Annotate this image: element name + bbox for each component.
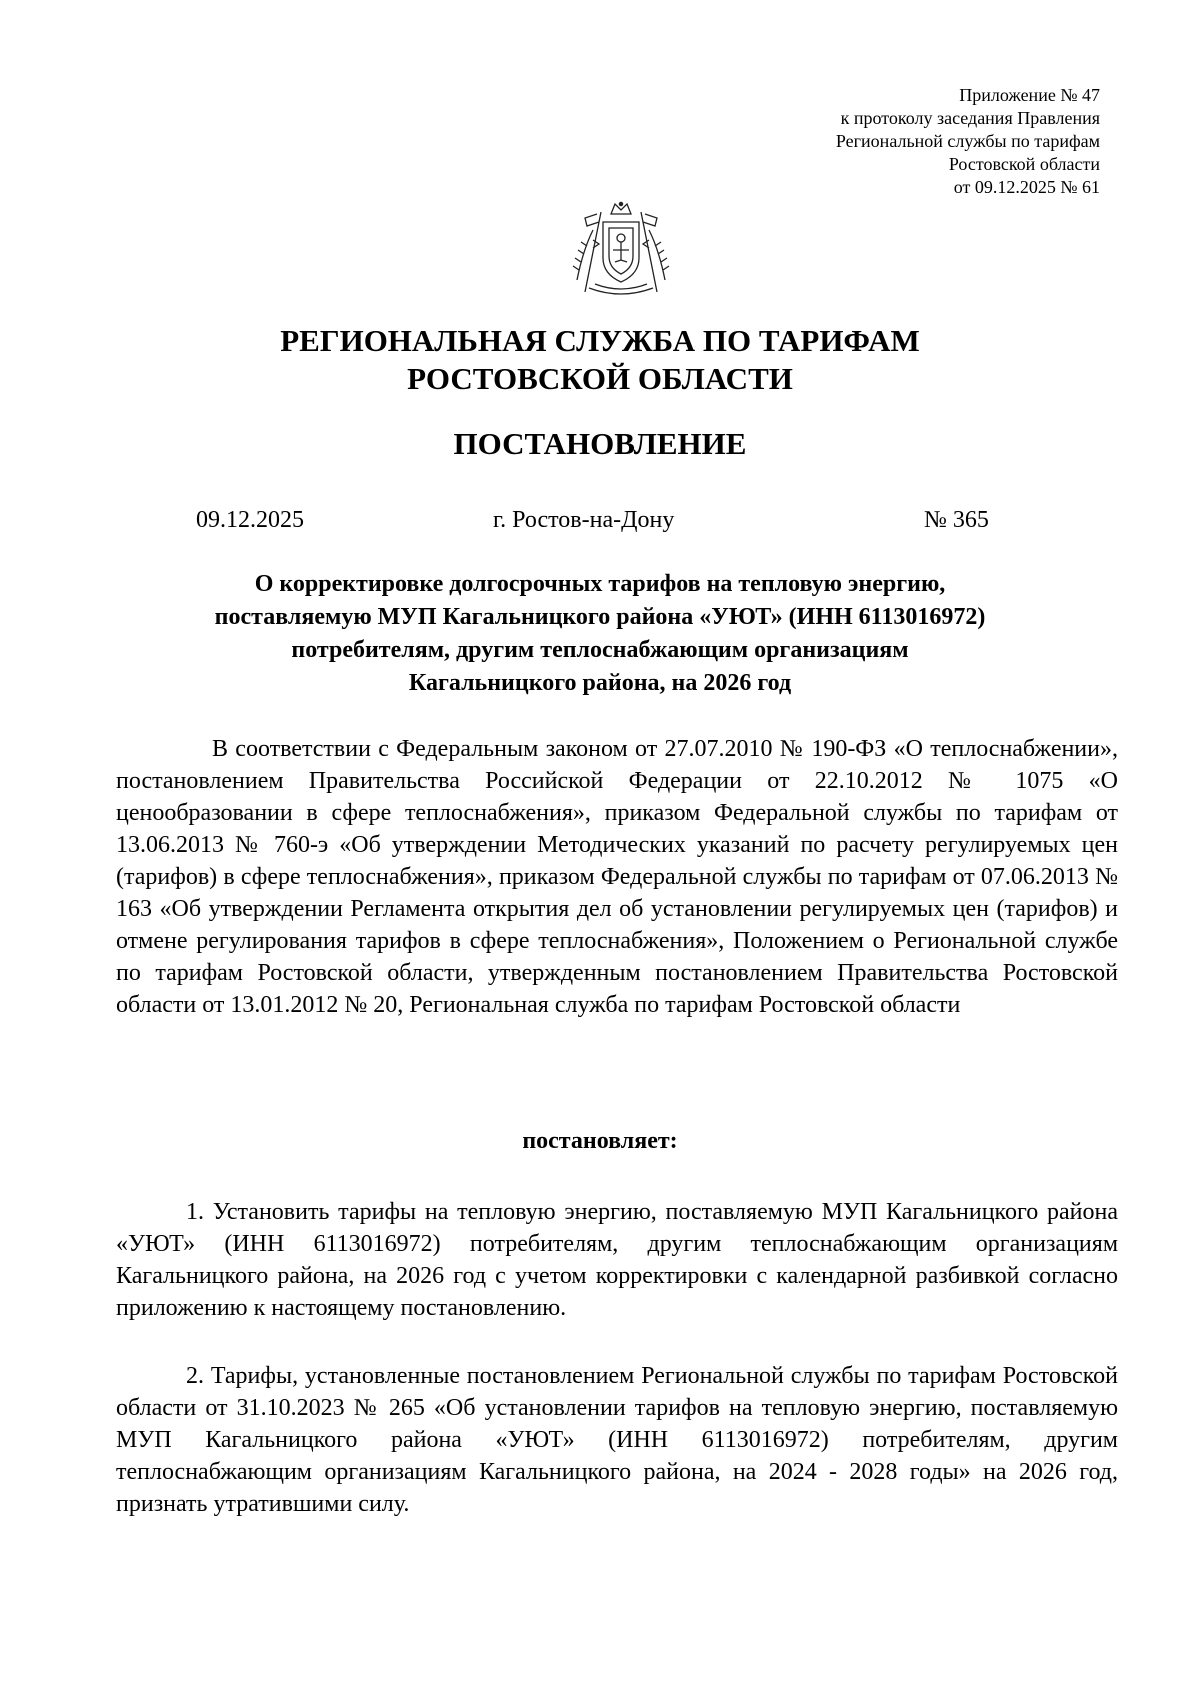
document-number: № 365 [924, 507, 989, 533]
document-subject [100, 568, 1100, 700]
appendix-line: от 09.12.2025 № 61 [953, 177, 1100, 197]
decree-item-2: 2. Тарифы, установленные постановлением Региональной службы по тарифам Ростовской области от 31.10.2023 № 265 «Об установлении тарифов на тепловую энергию, поставляемую МУП Кагальницкого района «УЮТ» (ИНН 6113016972) потребителям, другим теплоснабжающим организациям Кагальницкого района, на 2024 - 2028 годы» на 2026 год, признать утратившими силу. [116, 1363, 1118, 1517]
document-city: г. Ростов-на-Дону [493, 507, 675, 533]
appendix-line: к протоколу заседания Правления [840, 108, 1100, 128]
subject-line: поставляемую МУП Кагальницкого района «УЮТ» (ИНН 6113016972) [214, 604, 986, 630]
document-type: ПОСТАНОВЛЕНИЕ [453, 426, 747, 461]
decree-item-1: 1. Установить тарифы на тепловую энергию, поставляемую МУП Кагальницкого района «УЮТ» (ИНН 6113016972) потребителям, другим теплоснабжающим организациям Кагальницкого района, на 2026 год с учетом корректировки с календарной разбивкой согласно приложению к настоящему постановлению. [116, 1199, 1118, 1321]
subject-line: О корректировке долгосрочных тарифов на тепловую энергию, [254, 571, 946, 597]
organization-title-line: РЕГИОНАЛЬНАЯ СЛУЖБА ПО ТАРИФАМ [280, 323, 920, 358]
appendix-note [680, 84, 1100, 199]
subject-line: потребителям, другим теплоснабжающим организациям [291, 637, 909, 663]
preamble-paragraph: В соответствии с Федеральным законом от 27.07.2010 № 190-ФЗ «О теплоснабжении», постановлением Правительства Российской Федерации от 22.10.2012 № 1075 «О ценообразовании в сфере теплоснабжения», приказом Федеральной службы по тарифам от 13.06.2013 № 760-э «Об утверждении Методических указаний по расчету регулируемых цен (тарифов) в сфере теплоснабжения», приказом Федеральной службы по тарифам от 07.06.2013 № 163 «Об утверждении Регламента открытия дел об установлении регулируемых цен (тарифов) и отмене регулирования тарифов в сфере теплоснабжения», Положением о Региональной службе по тарифам Ростовской области, утвержденным постановлением Правительства Ростовской области от 13.01.2012 № 20, Региональная служба по тарифам Ростовской области [116, 736, 1118, 1018]
document-meta [0, 503, 1200, 537]
rostov-oblast-coat-of-arms-icon [563, 200, 679, 300]
organization-title-line: РОСТОВСКОЙ ОБЛАСТИ [407, 361, 793, 396]
organization-title [100, 322, 1100, 398]
appendix-line: Региональной службы по тарифам [835, 131, 1100, 151]
document-date: 09.12.2025 [196, 507, 304, 533]
appendix-line: Приложение № 47 [959, 85, 1100, 105]
decree-word: постановляет: [522, 1128, 678, 1154]
subject-line: Кагальницкого района, на 2026 год [408, 670, 792, 696]
appendix-line: Ростовской области [948, 154, 1100, 174]
